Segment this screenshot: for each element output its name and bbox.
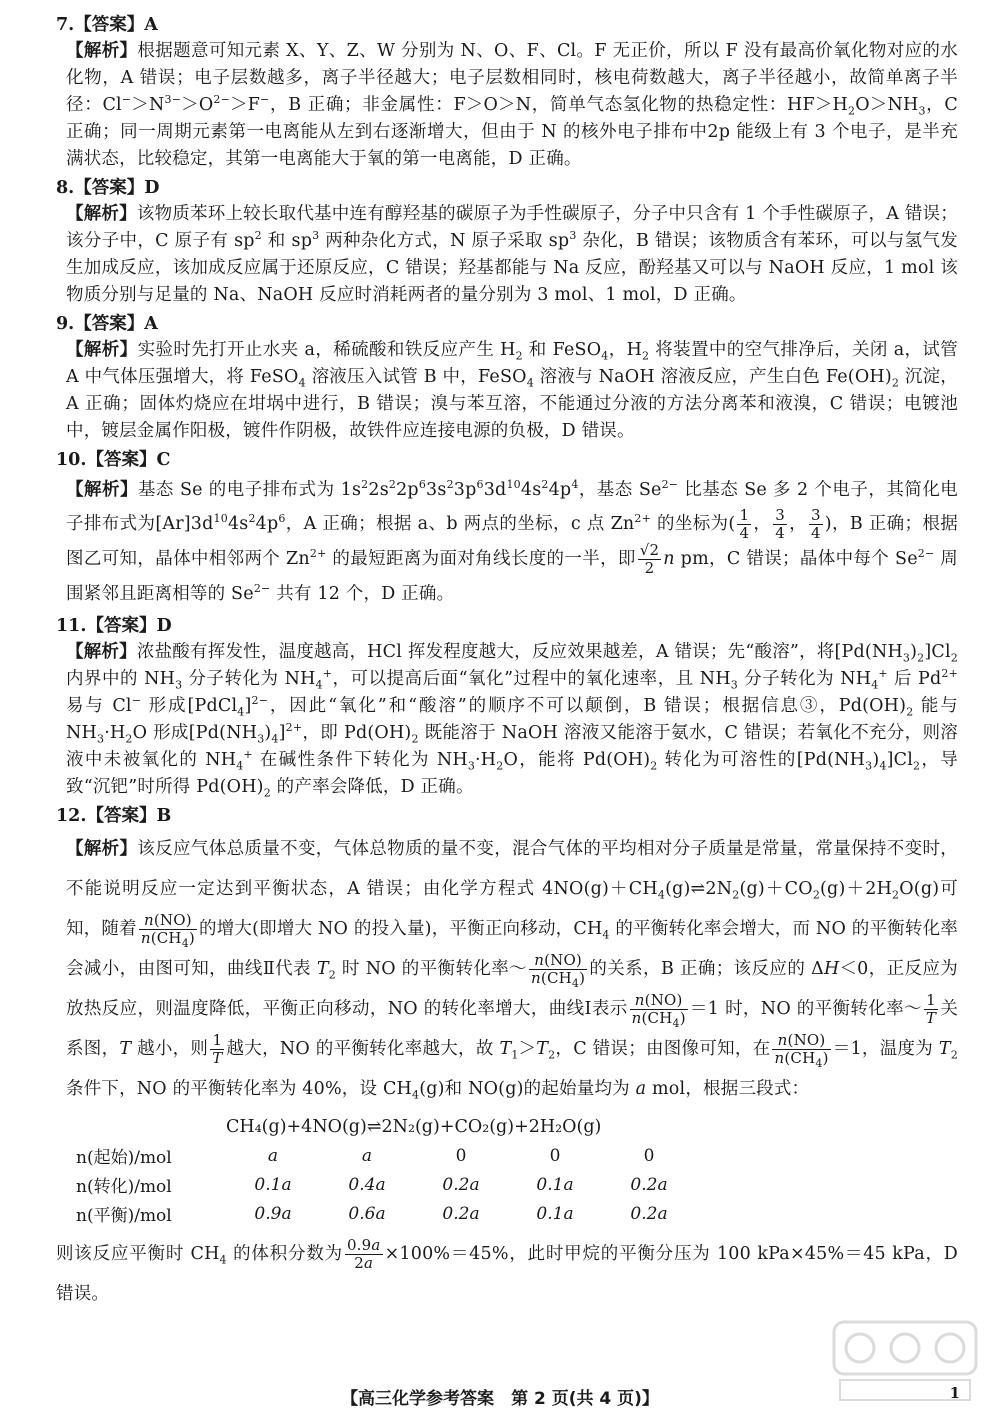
table-cell: 0.2a [442,1174,480,1195]
question-10-answer: 10.【答案】C [56,450,171,470]
question-12-analysis: 【解析】该反应气体总质量不变，气体总物质的量不变，混合气体的平均相对分子质量是常量，常量保持不变时，不能说明反应一定达到平衡状态，A 错误；由化学方程式 $4NO(g)+CH_4(g)\rightleftharpoons 2N_2(g)+CO_2(g)+2H_2O(g)$可知，随着 $\frac{n(NO)}{n(CH_4)}$ 的增大(即增大 NO 的投入量)，平衡正向移动，$CH_4$ 的平衡转化率会增大，而 NO 的平衡转化率会减小，由图可知，曲线Ⅱ代表 $T_2$ 时 NO 的平衡转化率～ $\frac{n(NO)}{n(CH_4)}$ 的关系，B 正确；该反应的 ΔH＜0，正反应为放热反应，则温度降低，平衡正向移动，NO 的转化率增大，曲线Ⅰ表示 $\frac{n(NO)}{n(CH_4)}$ ＝1 时，NO 的平衡转化率～ $\frac{1}{T}$ 关系图，T 越小，则 $\frac{1}{T}$ 越大，NO 的平衡转化率越大，故 $T_1>T_2$，C 错误；由图像可知，在 $\frac{n(NO)}{n(CH_4)}$ ＝1，温度为 $T_2$ 条件下，NO 的平衡转化率为 40%，设 $CH_4(g)$和 NO(g)的起始量均为 a mol，根据三段式： [66,839,959,1102]
table-cell: 0.1a [536,1174,574,1195]
question-7-answer: 7.【答案】A [56,15,158,35]
table-cell: 0.6a [348,1203,386,1224]
question-9 [56,311,958,445]
table-row [76,1141,696,1170]
question-12 [56,803,958,1314]
table-cell: 0.4a [348,1174,386,1195]
page-number: 1 [949,1384,960,1402]
row-label: n(平衡)/mol [76,1206,172,1226]
question-9-analysis: 【解析】实验时先打开止水夹 a，稀硫酸和铁反应产生 $H_2$ 和 FeSO$_4$，$H_2$ 将装置中的空气排净后，关闭 a，试管 A 中气体压强增大，将 FeSO$_4$ 溶液压入试管 B 中，FeSO$_4$ 溶液与 NaOH 溶液反应，产生白色 $Fe(OH)_2$ 沉淀，A 正确；固体灼烧应在坩埚中进行，B 错误；溴与苯互溶，不能通过分液的方法分离苯和液溴，C 错误；电镀池中，镀层金属作阳极，镀件作阴极，故铁件应连接电源的负极，D 错误。 [66,340,959,441]
question-10-analysis: 【解析】基态 Se 的电子排布式为 $1s^22s^22p^63s^23p^63d^{10}4s^24p^4$，基态 $Se^{2-}$ 比基态 Se 多 2 个电子，其简化电子排布式为$[Ar]3d^{10}4s^24p^6$，A 正确；根据 a、b 两点的坐标，c 点 $Zn^{2+}$ 的坐标为( $\frac{1}{4}$ ， $\frac{3}{4}$ ， $\frac{3}{4}$ )，B 正确；根据图乙可知，晶体中相邻两个 $Zn^{2+}$ 的最短距离为面对角线长度的一半，即 $\frac{√2}{2}$ n pm，C 错误；晶体中每个 $Se^{2-}$ 周围紧邻且距离相等的 $Se^{2-}$ 共有 12 个，D 正确。 [66,478,959,604]
reaction-equation: CH₄(g)+4NO(g)⇌2N₂(g)+CO₂(g)+2H₂O(g) [226,1117,602,1137]
question-12-answer: 12.【答案】B [56,806,172,826]
question-11-answer: 11.【答案】D [56,616,172,636]
question-12-conclusion: 则该反应平衡时 $CH_4$ 的体积分数为 $\frac{0.9a}{2a}$ ×100%＝45%，此时甲烷的平衡分压为 100 kPa×45%＝45 kPa，D 错误。 [56,1236,959,1304]
table-cell: 0.2a [442,1203,480,1224]
table-row [76,1170,696,1199]
question-7 [56,12,958,173]
table-cell: 0.9a [254,1203,292,1224]
question-8-analysis: 【解析】该物质苯环上较长取代基中连有醇羟基的碳原子为手性碳原子，分子中只含有 1 个手性碳原子，A 错误；该分子中，C 原子有 $sp^2$ 和 $sp^3$ 两种杂化方式，N 原子采取 $sp^3$ 杂化，B 错误；该物质含有苯环，可以与氢气发生加成反应，该加成反应属于还原反应，C 错误；羟基都能与 Na 反应，酚羟基又可以与 NaOH 反应，1 mol 该物质分别与足量的 Na、NaOH 反应时消耗两者的量分别为 3 mol、1 mol，D 正确。 [66,204,958,305]
answer-page [56,10,958,1314]
row-label: n(转化)/mol [76,1177,172,1197]
question-9-answer: 9.【答案】A [56,314,158,334]
question-10 [56,447,958,611]
question-7-analysis: 【解析】根据题意可知元素 X、Y、Z、W 分别为 N、O、F、Cl。F 无正价，所以 F 没有最高价氧化物对应的水化物，A 错误；电子层数越多，离子半径越大；电子层数相同时，核电荷数越大，离子半径越小，故简单离子半径：$Cl^->N^{3-}>O^{2-}>F^-$，B 正确；非金属性：F＞O＞N，简单气态氢化物的热稳定性：$HF>H_2O>NH_3$，C 正确；同一周期元素第一电离能从左到右逐渐增大，但由于 N 的核外电子排布中2p 能级上有 3 个电子，是半充满状态，比较稳定，其第一电离能大于氧的第一电离能，D 正确。 [66,41,958,169]
table-cell: 0.1a [254,1174,292,1195]
table-cell: 0 [643,1145,655,1166]
question-8-answer: 8.【答案】D [56,178,160,198]
table-cell: a [267,1145,279,1166]
table-cell: 0.1a [536,1203,574,1224]
row-label: n(起始)/mol [76,1148,172,1168]
question-8 [56,175,958,309]
table-cell: 0 [455,1145,467,1166]
table-cell: 0 [549,1145,561,1166]
table-cell: 0.2a [630,1174,668,1195]
question-11-analysis: 【解析】浓盐酸有挥发性，温度越高，HCl 挥发程度越大，反应效果越差，A 错误；先“酸溶”，将$[Pd(NH_3)_2]Cl_2$ 内界中的 $NH_3$ 分子转化为 $NH_4^+$，可以提高后面“氧化”过程中的氧化速率，且 $NH_3$ 分子转化为 $NH_4^+$ 后 $Pd^{2+}$ 易与 Cl− 形成[PdCl$_4$]$^{2-}$，因此“氧化”和“酸溶”的顺序不可以颠倒，B 错误；根据信息③，$Pd(OH)_2$ 能与 $NH_3\cdot H_2O$ 形成$[Pd(NH_3)_4]^{2+}$，即 $Pd(OH)_2$ 既能溶于 NaOH 溶液又能溶于氨水，C 错误；若氧化不充分，则溶液中未被氧化的 $NH_4^+$ 在碱性条件下转化为 $NH_3\cdot H_2O$，能将 $Pd(OH)_2$ 转化为可溶性的$[Pd(NH_3)_4]Cl_2$，导致“沉钯”时所得 $Pd(OH)_2$ 的产率会降低，D 正确。 [66,642,959,800]
table-cell: 0.2a [630,1203,668,1224]
question-11 [56,613,958,801]
table-cell: a [361,1145,373,1166]
three-stage-table [76,1141,696,1228]
page-footer: 【高三化学参考答案 第 2 页(共 4 页)】 [341,1389,659,1409]
table-row [76,1199,696,1228]
